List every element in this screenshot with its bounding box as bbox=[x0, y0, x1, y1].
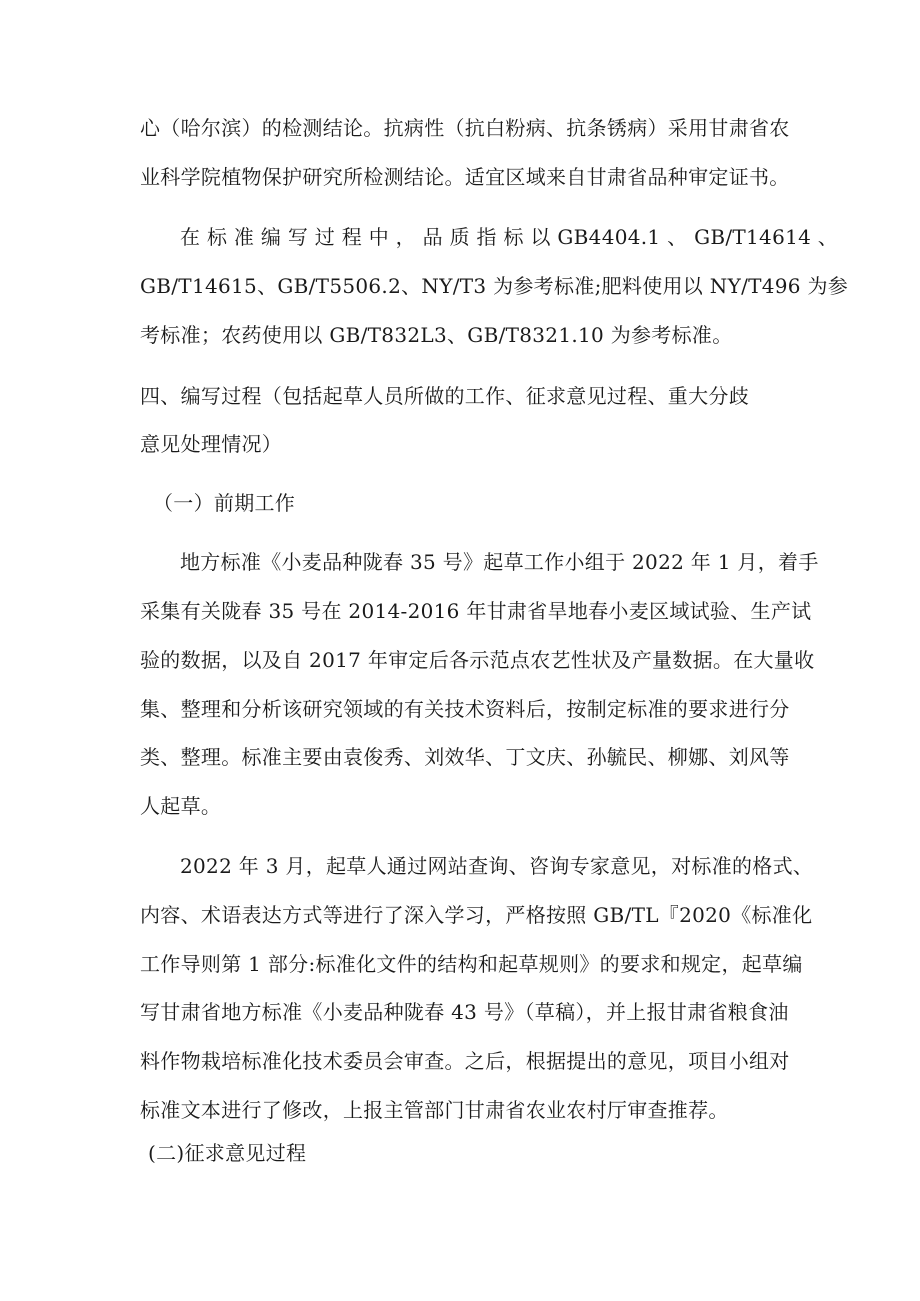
paragraph-line: 类、整理。标准主要由袁俊秀、刘效华、丁文庆、孙毓民、柳娜、刘风等 bbox=[140, 745, 790, 769]
paragraph-line: 在 标 准 编 写 过 程 中 ， 品 质 指 标 以 GB4404.1 、 GB/T14614 、 bbox=[180, 225, 839, 249]
paragraph-line: 内容、术语表达方式等进行了深入学习，严格按照 GB/TL『2020《标准化 bbox=[140, 903, 813, 927]
paragraph-line: 2022 年 3 月，起草人通过网站查询、咨询专家意见，对标准的格式、 bbox=[180, 854, 814, 878]
paragraph-line: 心（哈尔滨）的检测结论。抗病性（抗白粉病、抗条锈病）采用甘肃省农 bbox=[140, 116, 790, 140]
section-heading: 四、编写过程（包括起草人员所做的工作、征求意见过程、重大分歧 bbox=[140, 384, 749, 408]
paragraph-line: 验的数据，以及自 2017 年审定后各示范点农艺性状及产量数据。在大量收 bbox=[140, 648, 815, 672]
paragraph-line: 地方标准《小麦品种陇春 35 号》起草工作小组于 2022 年 1 月，着手 bbox=[180, 550, 819, 574]
paragraph-line: 业科学院植物保护研究所检测结论。适宜区域来自甘肃省品种审定证书。 bbox=[140, 165, 790, 189]
paragraph-line: 考标准；农药使用以 GB/T832L3、GB/T8321.10 为参考标准。 bbox=[140, 323, 733, 347]
paragraph-line: 采集有关陇春 35 号在 2014-2016 年甘肃省旱地春小麦区域试验、生产试 bbox=[140, 599, 812, 623]
paragraph-line: 人起草。 bbox=[140, 794, 222, 818]
section-heading: 意见处理情况） bbox=[140, 432, 283, 456]
paragraph-line: 料作物栽培标准化技术委员会审查。之后，根据提出的意见，项目小组对 bbox=[140, 1049, 790, 1073]
paragraph-line: GB/T14615、GB/T5506.2、NY/T3 为参考标准;肥料使用以 NY/T496 为参 bbox=[140, 274, 849, 298]
paragraph-line: 写甘肃省地方标准《小麦品种陇春 43 号》（草稿），并上报甘肃省粮食油 bbox=[140, 1000, 789, 1024]
paragraph-line: 集、整理和分析该研究领域的有关技术资料后，按制定标准的要求进行分 bbox=[140, 697, 790, 721]
subsection-heading: （一）前期工作 bbox=[153, 491, 296, 515]
paragraph-line: 工作导则第 1 部分:标准化文件的结构和起草规则》的要求和规定，起草编 bbox=[140, 952, 803, 976]
paragraph-line: 标准文本进行了修改，上报主管部门甘肃省农业农村厅审查推荐。 bbox=[140, 1098, 729, 1122]
subsection-heading: (二)征求意见过程 bbox=[148, 1141, 307, 1165]
